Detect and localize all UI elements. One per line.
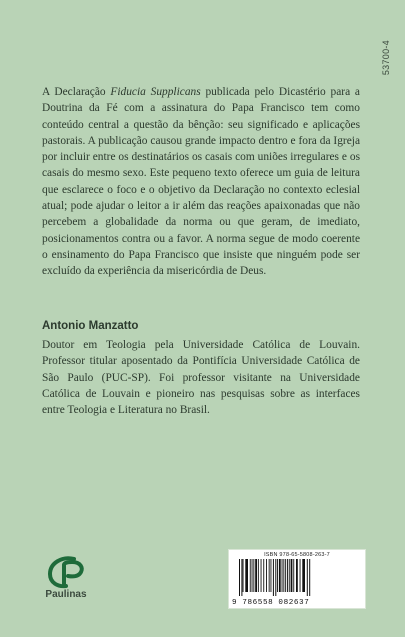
publisher-logo [38,555,94,600]
barcode-bars [237,559,357,596]
barcode-bar [309,559,310,596]
barcode-bar [252,559,253,592]
blurb-text-rest: publicada pelo Dicastério para a Doutrina da Fé com a assinatura do Papa Francisco tem como conteúdo central a questão da bênção: seu significado e aplicações pastorais. A publicação causou grande impacto dentro e fora da Igreja por incluir entre os destinatários os casais com uniões irregulares e os casais do mesmo sexo. Este pequeno texto oferece um guia de leitura que esclarece o foco e o objetivo da Declaração no contexto eclesial atual; pode ajudar o leitor a ir além das reações apaixonadas que não percebem a globalidade da norma ou que geram, de imediato, posicionamentos contra ou a favor. A norma segue de modo coerente o ensinamento do Papa Francisco que insiste que ninguém pode ser excluído da experiência da misericórdia de Deus. [42,86,360,278]
barcode-bar [279,559,281,592]
barcode-bar [283,559,284,592]
barcode-bar [239,559,240,596]
barcode-bar [266,559,267,592]
catalog-code: 53700-4 [381,40,391,76]
author-name: Antonio Manzatto [42,320,139,332]
barcode-digits: 9 786558 082637 [232,599,310,607]
barcode-bar [243,559,244,592]
isbn-number: ISBN 978-65-5808-263-7 [264,552,330,558]
barcode-bar [307,559,308,596]
barcode-bar [293,559,294,592]
isbn-barcode [228,549,366,609]
barcode-bar [285,559,286,592]
barcode-bar [261,559,262,592]
barcode-bar [287,559,288,592]
barcode-bar [275,559,276,596]
barcode-bar [250,559,251,592]
barcode-bar [269,559,270,592]
blurb-text-start: A Declaração [42,86,111,98]
back-cover-blurb [42,84,360,280]
barcode-bar [302,559,305,592]
barcode-bar [245,559,248,592]
barcode-bar [241,559,242,596]
document-title: Fiducia Supplicans [110,86,201,98]
publisher-name: Paulinas [45,589,87,600]
barcode-bar [273,559,274,596]
barcode-bar [282,559,283,592]
barcode-bar [271,559,272,592]
author-bio: Doutor em Teologia pela Universidade Católica de Louvain. Professor titular aposentado da Pontifícia Universidade Católica de São Paulo (PUC-SP). Foi professor visitante na Universidade Católica de Louvain e pioneiro nas pesquisas sobre as interfaces entre Teologia e Literatura no Brasil. [42,339,360,417]
barcode-bar [277,559,278,592]
barcode-bar [291,559,293,592]
barcode-bar [253,559,254,592]
barcode-bar [289,559,290,592]
barcode-bar [258,559,259,592]
barcode-bar [255,559,257,592]
barcode-bar [300,559,301,592]
barcode-bar [296,559,298,592]
barcode-bar [263,559,264,592]
paulinas-logo-icon [44,555,88,589]
